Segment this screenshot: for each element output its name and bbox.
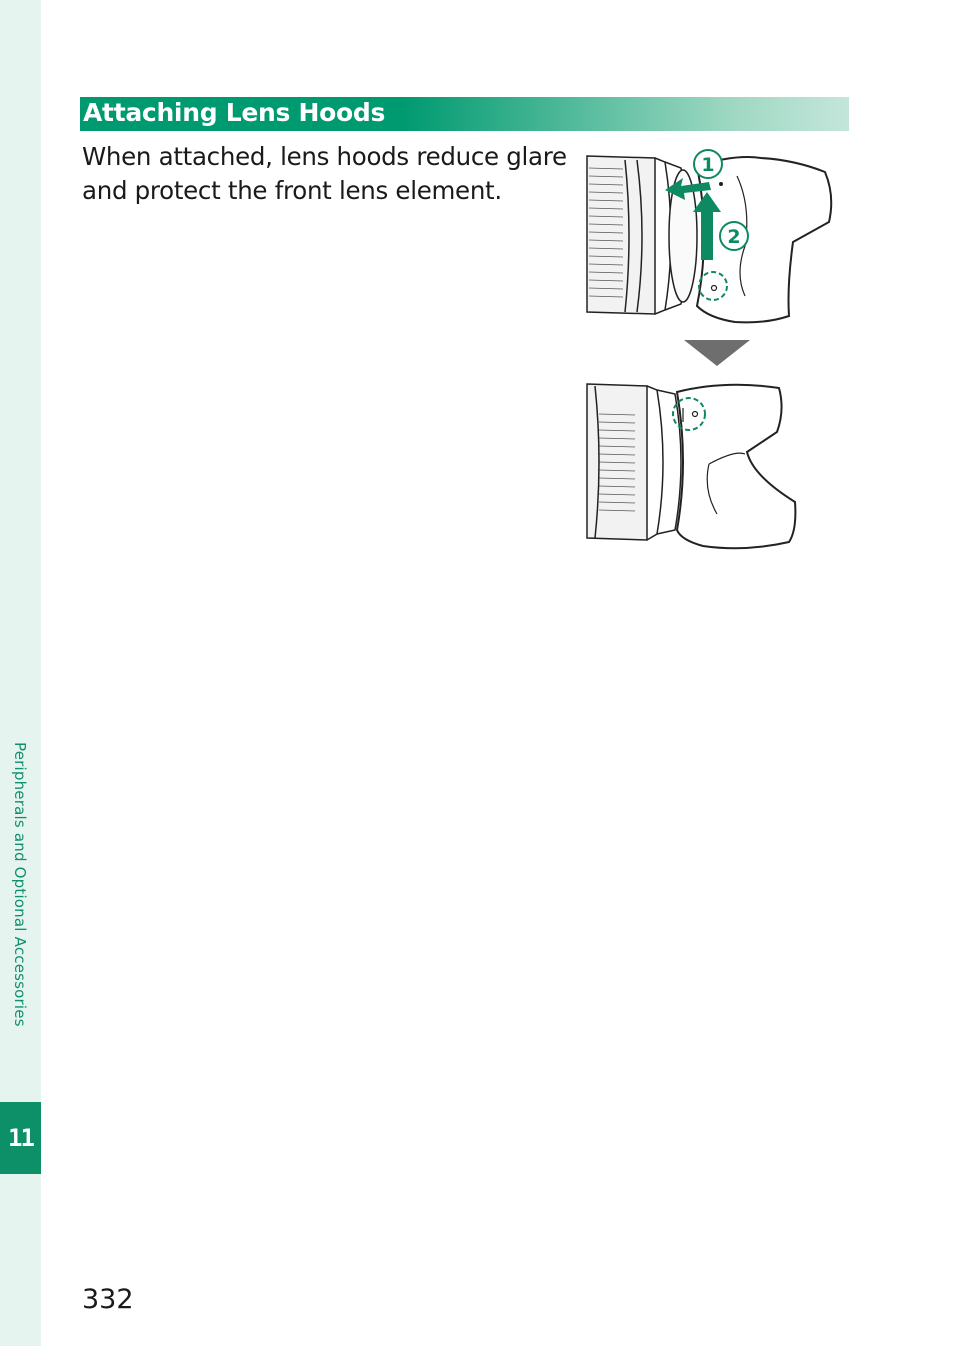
step-1-label: 1: [701, 154, 715, 176]
down-arrow-icon: [684, 340, 750, 366]
section-body-text: When attached, lens hoods reduce glare and protect the front lens element.: [82, 142, 567, 205]
section-heading: Attaching Lens Hoods: [80, 97, 849, 131]
chapter-title: Peripherals and Optional Accessories: [11, 742, 29, 1027]
lens-hood-attached: [677, 385, 795, 548]
lens-hood-attached-illustration: [585, 380, 805, 552]
step-2-label: 2: [727, 226, 741, 248]
lens-hood: [697, 157, 831, 322]
step-2-badge: [720, 222, 748, 250]
lens-barrel-attached: [587, 384, 681, 540]
step-1-badge: [694, 150, 722, 178]
chapter-number-tab: 11: [0, 1102, 41, 1174]
page-number: 332: [82, 1284, 134, 1315]
lens-hood-attach-illustration: [585, 146, 835, 326]
